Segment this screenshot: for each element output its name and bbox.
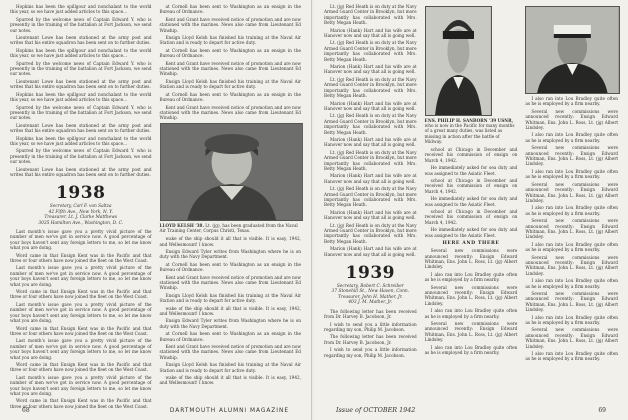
paragraph: wake of the ship should it all that is visible. It is easy, 1942, and Wellesmount! I know. — [159, 236, 301, 247]
left-column-2 — [160, 4, 302, 402]
paragraph: Spurred by the welcome news of Captain Edward Y. who is presently in the training of the battalion at Fort Jackson, we send our notes. — [10, 16, 152, 33]
magazine-title: DARTMOUTH ALUMNI MAGAZINE — [169, 407, 289, 414]
paragraph: He immediately asked for sea duty and was assigned to the Asiatic Fleet. — [424, 196, 518, 207]
paragraph: Marion (Hank) Hart and his wife are at Hanover now and say that all is going well. — [324, 173, 417, 184]
paragraph: Lt. (jg) Red Heath is on duty at the Navy Armed Guard Center in Brooklyn, but more importantly has collaborated with Mrs. Betty Megan Heath. — [324, 40, 417, 62]
paragraph: Kent and Grant have received notice of promotion and are now stationed with the marines. News also came from Lieutenant Ed Winship. — [159, 16, 301, 33]
paragraph: Last month's issue gave you a pretty vivid picture of the number of men we've got in service now. A good percentage of your boys haven't sent any foreign letters to me, so let me know what you are doing. — [10, 301, 152, 324]
treasurer-line: Treasurer, John H. Mather, Jr. — [338, 294, 403, 300]
paragraph: wake of the ship should it all that is visible. It is easy, 1942, and Wellesmount! I know. — [159, 305, 301, 316]
paragraph: I also ran into Lou Bradley quite often as he is employed by a firm nearby. — [424, 271, 518, 283]
paragraph: Lt. (jg) Red Heath is on duty at the Navy Armed Guard Center in Brooklyn, but more importantly has collaborated with Mrs. Betty Megan Heath. — [324, 222, 417, 244]
paragraph: Lieutenant Lowe has been stationed at the army post and writes that his entire squadron has been sent on to further duties. — [10, 78, 152, 90]
class-year-heading: 1939 — [345, 263, 395, 284]
paragraph: at Cornell has been sent to Washington as an ensign in the Bureau of Ordnance. — [159, 331, 301, 342]
page-number: 68 — [22, 407, 30, 414]
paragraph: Marion (Hank) Hart and his wife are at Hanover now and say that all is going well. — [324, 136, 417, 148]
paragraph: Word came in that Ensign Kent was in the Pacific and that three or four others have now joined the fleet on the West Coast. — [10, 361, 152, 373]
paragraph: I also ran into Lou Bradley quite often as he is employed by a firm nearby. — [525, 132, 619, 143]
paragraph: Marion (Hank) Hart and his wife are at Hanover now and say that all is going well. — [324, 100, 417, 111]
right-page — [314, 0, 628, 420]
paragraph: Last month's issue gave you a pretty vivid picture of the number of men we've got in service now. A good percentage of your boys haven't sent any foreign letters to me, so let me know what you are doing. — [10, 229, 152, 251]
paragraph: I wish to send you a little information regarding my son, Philip M. Jacobson. — [324, 321, 417, 332]
paragraph: Last month's issue gave you a pretty vivid picture of the number of men we've got in service now. A good percentage of your boys haven't sent any foreign letters to me, so let me know what you are doing. — [10, 374, 152, 396]
paragraph: school at Chicago in December and received his commission of ensign on March 4, 1942. — [424, 209, 518, 225]
paragraph: Several new commissions were announced recently: Ensign Edward Whitman, Ens. John L. Ross, Lt. (jg) Albert Lindsley. — [525, 291, 619, 313]
page-number: 69 — [598, 406, 606, 414]
paragraph: Several new commissions were announced recently: Ensign Edward Whitman, Ens. John L. Ross, Lt. (jg) Albert Lindsley. — [525, 327, 619, 349]
paragraph: Several new commissions were announced recently: Ensign Edward Whitman, Ens. John L. Ross, Lt. (jg) Albert Lindsley. — [424, 248, 518, 270]
right-column-2 — [425, 4, 518, 402]
paragraph: Kent and Grant have received notice of promotion and are now stationed with the marines. News also came from Lieutenant Ed Winship. — [159, 60, 301, 77]
paragraph: Lt. (jg) Red Heath is on duty at the Navy Armed Guard Center in Brooklyn, but more importantly has collaborated with Mrs. Betty Megan Heath. — [324, 149, 417, 171]
paragraph: The following letter has been received from Dr. Harvey B. Jacobson, Jr. — [324, 334, 417, 345]
paragraph: Ensign Lloyd Kelsh has finished his training at the Naval Air Station and is ready to depart for active duty. — [159, 362, 301, 373]
left-footer — [0, 407, 311, 414]
paragraph: at Cornell has been sent to Washington as an ensign in the Bureau of Ordnance. — [159, 47, 301, 59]
photo-caption-text: who is now in the Pacific for many months of a great many duties, was listed as missing in action after the battle of Midway. — [424, 123, 515, 144]
paragraph: Spurred by the welcome news of Captain Edward Y. who is presently in the training of the battalion at Fort Jackson, we send our notes. — [10, 60, 152, 77]
paragraph: Several new commissions were announced recently: Ensign Edward Whitman, Ens. John L. Ross, Lt. (jg) Albert Lindsley. — [525, 145, 619, 167]
paragraph: Several new commissions were announced recently: Ensign Edward Whitman, Ens. John L. Ross, Lt. (jg) Albert Lindsley. — [525, 108, 619, 131]
portrait-photo-naval-officer — [525, 6, 620, 94]
paragraph: Several new commissions were announced recently: Ensign Edward Whitman, Ens. John L. Ross, Lt. (jg) Albert Lindsley. — [525, 254, 619, 276]
paragraph: Word came in that Ensign Kent was in the Pacific and that three or four others have now joined the fleet on the West Coast. — [10, 289, 152, 300]
section-subheading: HERE AND THERE — [442, 241, 500, 247]
photo-caption-text: Lt. (jg), has been graduated from the Naval Air Training Center, Corpus Christi, Texas. — [159, 222, 298, 233]
paragraph: I also ran into Lou Bradley quite often as he is employed by a firm nearby. — [525, 278, 619, 289]
paragraph: I also ran into Lou Bradley quite often as he is employed by a firm nearby. — [525, 168, 619, 180]
paragraph: at Cornell has been sent to Washington as an ensign in the Bureau of Ordnance. — [159, 91, 301, 103]
paragraph: Lieutenant Lowe has been stationed at the army post and writes that his entire squadron has been sent on to further duties. — [10, 166, 152, 177]
secretary-address: 42 Fifth Ave., New York, N. Y. — [48, 209, 113, 215]
paragraph: Ensign Lloyd Kelsh has finished his training at the Naval Air Station and is ready to depart for active duty. — [159, 35, 301, 46]
right-footer — [314, 406, 628, 414]
paragraph: Hopkins has been the spillgour and nonchalant to the world this year, so we have just added articles to this space... — [10, 135, 152, 146]
paragraph: Several new commissions were announced recently: Ensign Edward Whitman, Ens. John L. Ross, Lt. (jg) Albert Lindsley. — [424, 320, 518, 343]
paragraph: I also ran into Lou Bradley quite often as he is employed by a firm nearby. — [525, 205, 619, 216]
paragraph: Lieutenant Lowe has been stationed at the army post and writes that his entire squadron has been sent on to further duties. — [10, 122, 152, 134]
paragraph: Marion (Hank) Hart and his wife are at Hanover now and say that all is going well. — [324, 27, 417, 39]
right-column-3 — [525, 4, 618, 402]
paragraph: Ensign Lloyd Kelsh has finished his training at the Naval Air Station and is ready to depart for active duty. — [159, 78, 301, 90]
paragraph: Hopkins has been the spillgour and nonchalant to the world this year, so we have just added articles to this space... — [10, 4, 152, 15]
paragraph: He immediately asked for sea duty and was assigned to the Asiatic Fleet. — [424, 165, 518, 176]
paragraph: I also ran into Lou Bradley quite often as he is employed by a firm nearby. — [525, 351, 619, 362]
paragraph: Lt. (jg) Red Heath is on duty at the Navy Armed Guard Center in Brooklyn, but more importantly has collaborated with Mrs. Betty Megan Heath. — [324, 4, 417, 26]
class-year-heading: 1938 — [56, 183, 106, 204]
paragraph: Marion (Hank) Hart and his wife are at Hanover now and say that all is going well. — [324, 246, 417, 257]
paragraph: Word came in that Ensign Kent was in the Pacific and that three or four others have now joined the fleet on the West Coast. — [10, 252, 152, 264]
paragraph: Several new commissions were announced recently: Ensign Edward Whitman, Ens. John L. Ross, Lt. (jg) Albert Lindsley. — [424, 284, 518, 306]
paragraph: Lt. (jg) Red Heath is on duty at the Navy Armed Guard Center in Brooklyn, but more importantly has collaborated with Mrs. Betty Megan Heath. — [324, 76, 417, 99]
paragraph: at Cornell has been sent to Washington as an ensign in the Bureau of Ordnance. — [159, 4, 301, 15]
left-column-1 — [10, 4, 152, 409]
paragraph: I also ran into Lou Bradley quite often as he is employed by a firm nearby. — [525, 96, 619, 107]
treasurer-address: 3035 Hamilton Ave., Washington, D. C. — [38, 220, 124, 226]
photo-caption-name: LLOYD KELSH '38. — [159, 222, 204, 228]
paragraph: Kent and Grant have received notice of promotion and are now stationed with the marines. News also came from Lieutenant Ed Winship. — [159, 274, 301, 291]
paragraph: Several new commissions were announced recently: Ensign Edward Whitman, Ens. John L. Ross, Lt. (jg) Albert Lindsley. — [525, 218, 619, 240]
paragraph: I also ran into Lou Bradley quite often as he is employed by a firm nearby. — [424, 344, 518, 356]
paragraph: Ensign Lloyd Kelsh has finished his training at the Naval Air Station and is ready to depart for active duty. — [159, 292, 301, 304]
portrait-photo-sanborn — [425, 6, 492, 116]
photo-caption-name: ENS. PHILIP H. SANBORN '39 USNR, — [424, 118, 514, 123]
paragraph: Word came in that Ensign Kent was in the Pacific and that three or four others have now joined the fleet on the West Coast. — [10, 398, 152, 409]
paragraph: Lt. (jg) Red Heath is on duty at the Navy Armed Guard Center in Brooklyn, but more importantly has collaborated with Mrs. Betty Megan Heath. — [324, 186, 417, 208]
paragraph: Hopkins has been the spillgour and nonchalant to the world this year, so we have just added articles to this space... — [10, 91, 152, 103]
portrait-photo-kelsh — [160, 123, 304, 221]
paragraph: Spurred by the welcome news of Captain Edward Y. who is presently in the training of the battalion at Fort Jackson, we send our notes. — [10, 148, 152, 165]
right-column-1 — [324, 4, 417, 402]
paragraph: He immediately asked for sea duty and was assigned to the Asiatic Fleet. — [424, 227, 518, 238]
treasurer-line: Treasurer, Lt. J. Clarke Matthews — [44, 215, 118, 221]
paragraph: I also ran into Lou Bradley quite often as he is employed by a firm nearby. — [525, 241, 619, 253]
paragraph: I also ran into Lou Bradley quite often as he is employed by a firm nearby. — [424, 308, 518, 319]
paragraph: Last month's issue gave you a pretty vivid picture of the number of men we've got in service now. A good percentage of your boys haven't sent any foreign letters to me, so let me know what you are doing. — [10, 265, 152, 287]
left-page — [0, 0, 312, 420]
photo-caption — [425, 118, 518, 144]
secretary-address: 37 Stonehill St., New Haven, Conn. — [331, 289, 409, 295]
paragraph: Last month's issue gave you a pretty vivid picture of the number of men we've got in service now. A good percentage of your boys haven't sent any foreign letters to me, so let me know what you are doing. — [10, 338, 152, 360]
paragraph: Spurred by the welcome news of Captain Edward Y. who is presently in the training of the battalion at Fort Jackson, we send our notes. — [10, 104, 152, 121]
paragraph: Marion (Hank) Hart and his wife are at Hanover now and say that all is going well. — [324, 209, 417, 221]
treasurer-address: 403 J. M. Mather, Jr. — [348, 300, 393, 306]
issue-date: Issue of OCTOBER 1942 — [336, 406, 416, 414]
paragraph: I also ran into Lou Bradley quite often as he is employed by a firm nearby. — [525, 314, 619, 326]
secretary-line: Secretary, Robert C. Schreiber — [336, 284, 404, 290]
paragraph: Word came in that Ensign Kent was in the Pacific and that three or four others have now joined the fleet on the West Coast. — [10, 325, 152, 336]
paragraph: wake of the ship should it all that is visible. It is easy, 1942, and Wellesmount! I know. — [159, 375, 301, 386]
paragraph: Kent and Grant have received notice of promotion and are now stationed with the marines. News also came from Lieutenant Ed Winship. — [159, 344, 301, 360]
paragraph: Lieutenant Lowe has been stationed at the army post and writes that his entire squadron has been sent on to further duties. — [10, 35, 152, 46]
paragraph: Kent and Grant have received notice of promotion and are now stationed with the marines. News also came from Lieutenant Ed Winship. — [159, 104, 301, 121]
paragraph: Ensign Edward Tyler writes from Washington where he is on duty with the Navy Department. — [159, 248, 301, 260]
paragraph: Marion (Hank) Hart and his wife are at Hanover now and say that all is going well. — [324, 64, 417, 75]
secretary-line: Secretary, Carl F. von Saltza — [49, 204, 112, 210]
paragraph: Hopkins has been the spillgour and nonchalant to the world this year, so we have just added articles to this space... — [10, 47, 152, 59]
paragraph: school at Chicago in December and received his commission of ensign on March 4, 1942. — [424, 178, 518, 194]
paragraph: I wish to send you a little information regarding my son, Philip M. Jacobson. — [324, 347, 417, 358]
paragraph: Ensign Edward Tyler writes from Washington where he is on duty with the Navy Department. — [159, 318, 301, 329]
paragraph: school at Chicago in December and received his commission of ensign on March 4, 1942. — [424, 147, 518, 163]
photo-caption — [160, 223, 302, 233]
paragraph: The following letter has been received from Dr. Harvey B. Jacobson, Jr. — [324, 308, 417, 320]
paragraph: Lt. (jg) Red Heath is on duty at the Navy Armed Guard Center in Brooklyn, but more importantly has collaborated with Mrs. Betty Megan Heath. — [324, 113, 417, 135]
paragraph: at Cornell has been sent to Washington as an ensign in the Bureau of Ordnance. — [159, 261, 301, 273]
paragraph: Several new commissions were announced recently: Ensign Edward Whitman, Ens. John L. Ross, Lt. (jg) Albert Lindsley. — [525, 181, 619, 203]
